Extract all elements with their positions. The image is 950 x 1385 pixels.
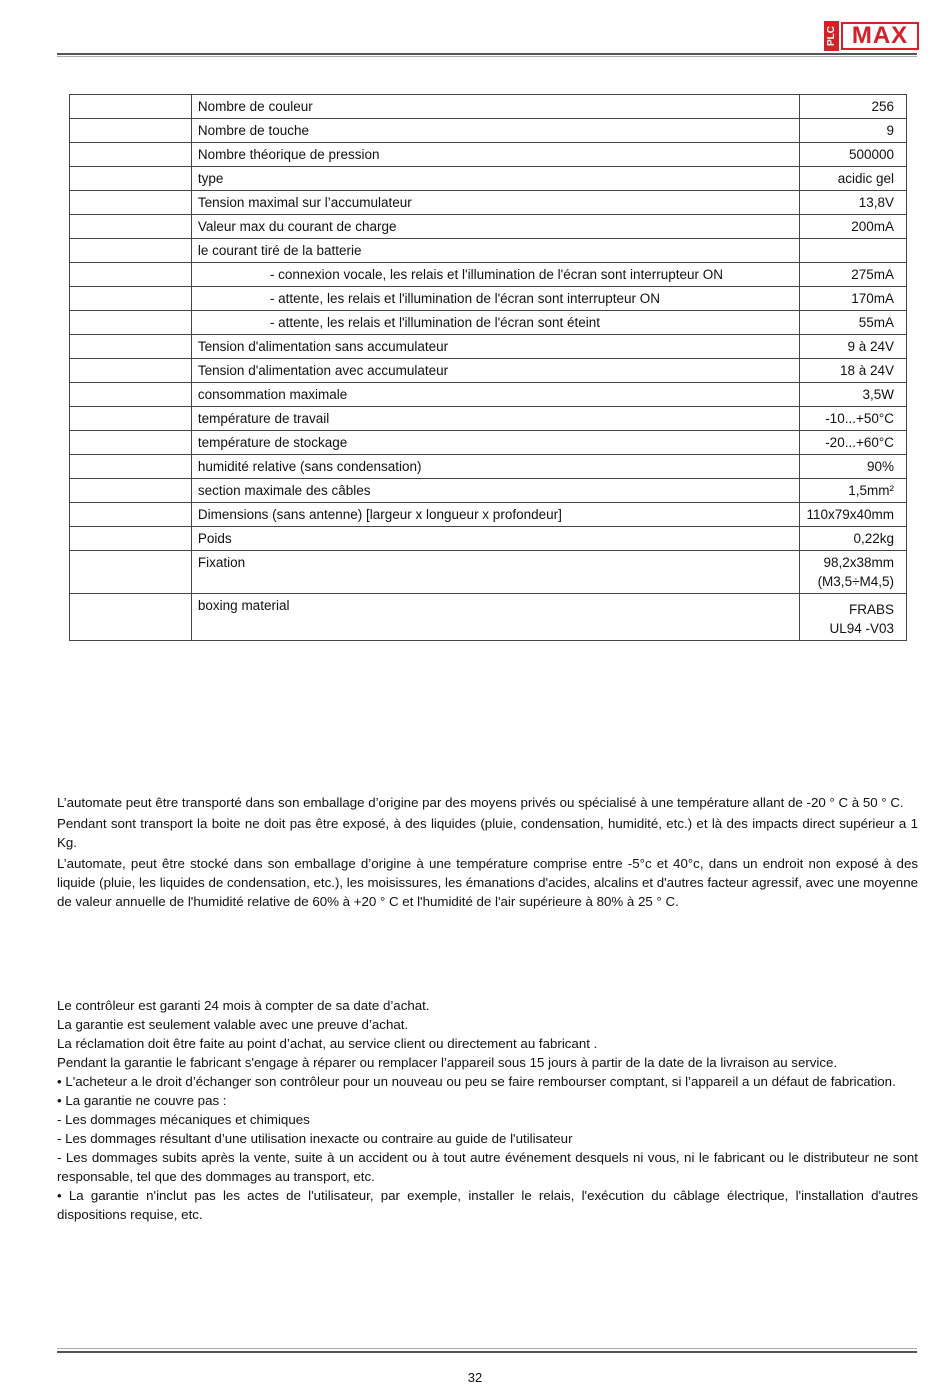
header-divider xyxy=(57,53,917,55)
spec-label: température de stockage xyxy=(191,431,800,455)
table-row xyxy=(70,335,907,359)
table-row xyxy=(70,455,907,479)
table-cell-empty xyxy=(70,239,192,263)
storage-paragraph: L’automate, peut être stocké dans son emballage d’origine à une température comprise entre -5°c et 40°c, dans un endroit non exposé à des liquide (pluie, les liquides de condensation, etc.), les moisissures, les émanations d'acides, alcalins et d'autres facteur agressif, avec une moyenne de valeur annuelle de l'humidité relative de 60% à +20 ° C et l'humidité de l'air supérieure à 80% à 25 ° C. xyxy=(57,856,918,909)
spec-value-line: (M3,5÷M4,5) xyxy=(817,574,894,589)
spec-label: Dimensions (sans antenne) [largeur x longueur x profondeur] xyxy=(191,503,800,527)
warranty-line: La réclamation doit être faite au point d’achat, au service client ou directement au fabricant . xyxy=(57,1036,598,1051)
spec-label: type xyxy=(191,167,800,191)
warranty-line: Pendant la garantie le fabricant s'engage à réparer ou remplacer l’appareil sous 15 jours à partir de la date de la livraison au service. xyxy=(57,1055,838,1070)
spec-value: 90% xyxy=(800,455,907,479)
spec-value: 0,22kg xyxy=(800,527,907,551)
spec-value: 9 xyxy=(800,119,907,143)
table-row xyxy=(70,359,907,383)
spec-label: Poids xyxy=(191,527,800,551)
table-cell-empty xyxy=(70,335,192,359)
warranty-line: • La garantie ne couvre pas : xyxy=(57,1093,227,1108)
table-row xyxy=(70,431,907,455)
table-cell-empty xyxy=(70,431,192,455)
table-cell-empty xyxy=(70,95,192,119)
warranty-line: • La garantie n'inclut pas les actes de l'utilisateur, par exemple, installer le relais, l'exécution du câblage électrique, l'installation d'autres dispositions requise, etc. xyxy=(57,1188,918,1222)
spec-value-line: UL94 -V03 xyxy=(829,621,894,636)
table-cell-empty xyxy=(70,287,192,311)
spec-value: 275mA xyxy=(800,263,907,287)
spec-label: section maximale des câbles xyxy=(191,479,800,503)
spec-value-line: 98,2x38mm xyxy=(823,555,894,570)
table-row xyxy=(70,527,907,551)
spec-value xyxy=(800,594,907,641)
spec-label: Tension d'alimentation sans accumulateur xyxy=(191,335,800,359)
table-cell-empty xyxy=(70,479,192,503)
spec-label: boxing material xyxy=(191,594,800,641)
table-cell-empty xyxy=(70,359,192,383)
spec-value xyxy=(800,239,907,263)
spec-label: Fixation xyxy=(191,551,800,594)
transport-paragraph: Pendant sont transport la boite ne doit pas être exposé, à des liquides (pluie, condensation, humidité, etc.) et là des impacts direct supérieur a 1 Kg. xyxy=(57,816,918,850)
spec-label: le courant tiré de la batterie xyxy=(191,239,800,263)
spec-label: - attente, les relais et l'illumination de l'écran sont interrupteur ON xyxy=(191,287,800,311)
table-cell-empty xyxy=(70,167,192,191)
table-row xyxy=(70,383,907,407)
spec-value: 200mA xyxy=(800,215,907,239)
spec-value: 55mA xyxy=(800,311,907,335)
spec-label: humidité relative (sans condensation) xyxy=(191,455,800,479)
spec-label: Nombre théorique de pression xyxy=(191,143,800,167)
table-cell-empty xyxy=(70,119,192,143)
table-row xyxy=(70,407,907,431)
table-row xyxy=(70,239,907,263)
table-cell-empty xyxy=(70,407,192,431)
table-cell-empty xyxy=(70,311,192,335)
table-row xyxy=(70,287,907,311)
spec-value: 13,8V xyxy=(800,191,907,215)
warranty-line: Le contrôleur est garanti 24 mois à compter de sa date d’achat. xyxy=(57,998,430,1013)
spec-value: 3,5W xyxy=(800,383,907,407)
table-cell-empty xyxy=(70,383,192,407)
table-row xyxy=(70,143,907,167)
warranty-line: - Les dommages subits après la vente, suite à un accident ou à tout autre événement desquels ni vous, ni le fabricant ou le distributeur ne sont responsable, tel que des dommages au transport, etc. xyxy=(57,1150,918,1184)
spec-label: - attente, les relais et l'illumination de l'écran sont éteint xyxy=(191,311,800,335)
spec-label: Nombre de couleur xyxy=(191,95,800,119)
table-row xyxy=(70,479,907,503)
spec-value: 110x79x40mm xyxy=(800,503,907,527)
spec-value: 500000 xyxy=(800,143,907,167)
footer-divider xyxy=(57,1351,917,1353)
warranty-line: - Les dommages mécaniques et chimiques xyxy=(57,1112,310,1127)
table-cell-empty xyxy=(70,527,192,551)
table-row xyxy=(70,119,907,143)
table-row xyxy=(70,95,907,119)
spec-label: Tension maximal sur l’accumulateur xyxy=(191,191,800,215)
page-number: 32 xyxy=(467,1370,483,1385)
spec-label: Valeur max du courant de charge xyxy=(191,215,800,239)
table-cell-empty xyxy=(70,551,192,594)
table-row xyxy=(70,311,907,335)
table-cell-empty xyxy=(70,191,192,215)
table-row xyxy=(70,191,907,215)
warranty-line: La garantie est seulement valable avec une preuve d’achat. xyxy=(57,1017,409,1032)
spec-label: - connexion vocale, les relais et l'illumination de l'écran sont interrupteur ON xyxy=(191,263,800,287)
spec-value-line: FRABS xyxy=(848,602,894,617)
warranty-line: - Les dommages résultant d’une utilisation inexacte ou contraire au guide de l'utilisateur xyxy=(57,1131,573,1146)
spec-value: 170mA xyxy=(800,287,907,311)
warranty-section xyxy=(57,996,918,1224)
spec-value: 9 à 24V xyxy=(800,335,907,359)
table-row xyxy=(70,167,907,191)
spec-value: acidic gel xyxy=(800,167,907,191)
spec-value: 1,5mm² xyxy=(800,479,907,503)
table-cell-empty xyxy=(70,594,192,641)
table-cell-empty xyxy=(70,503,192,527)
spec-label: consommation maximale xyxy=(191,383,800,407)
spec-value xyxy=(800,551,907,594)
footer-divider-thin xyxy=(57,1348,917,1349)
table-row xyxy=(70,503,907,527)
table-row xyxy=(70,263,907,287)
spec-value: -10...+50°C xyxy=(800,407,907,431)
transport-paragraph: L’automate peut être transporté dans son emballage d’origine par des moyens privés ou spécialisé à une température allant de -20 ° C à 50 ° C. xyxy=(57,795,904,810)
plcmax-logo xyxy=(824,21,920,51)
spec-label: Tension d'alimentation avec accumulateur xyxy=(191,359,800,383)
header-divider-thin xyxy=(57,56,917,57)
table-cell-empty xyxy=(70,455,192,479)
table-cell-empty xyxy=(70,263,192,287)
spec-value: -20...+60°C xyxy=(800,431,907,455)
spec-value: 256 xyxy=(800,95,907,119)
logo-max-text: MAX xyxy=(841,22,919,50)
table-row xyxy=(70,551,907,594)
table-cell-empty xyxy=(70,143,192,167)
spec-label: Nombre de touche xyxy=(191,119,800,143)
specifications-table xyxy=(69,94,907,641)
transport-storage-section xyxy=(57,793,918,913)
spec-value: 18 à 24V xyxy=(800,359,907,383)
table-cell-empty xyxy=(70,215,192,239)
spec-label: température de travail xyxy=(191,407,800,431)
table-row xyxy=(70,594,907,641)
warranty-line: • L'acheteur a le droit d’échanger son contrôleur pour un nouveau ou peu se faire rembourser comptant, si l’appareil a un défaut de fabrication. xyxy=(57,1074,896,1089)
logo-plc-text: PLC xyxy=(824,21,839,51)
table-row xyxy=(70,215,907,239)
